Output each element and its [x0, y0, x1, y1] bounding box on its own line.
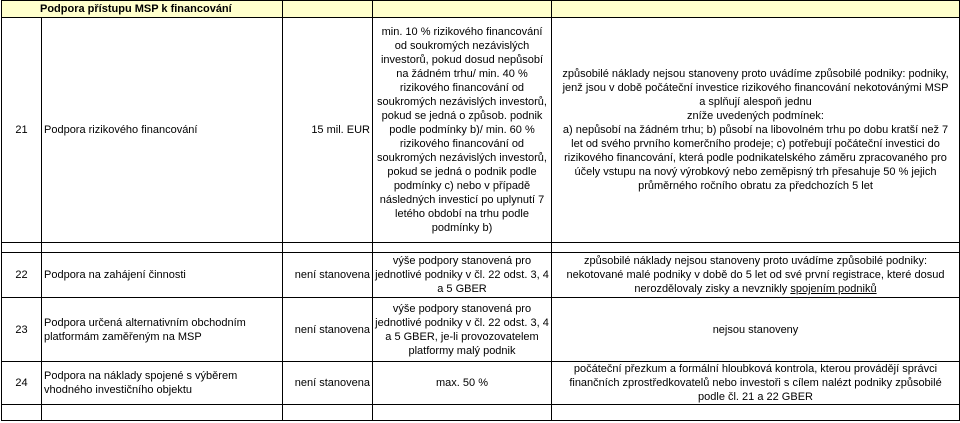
eligibility-conditions: [552, 253, 960, 298]
table-row: [2, 362, 960, 405]
threshold: není stanovena: [283, 298, 373, 362]
conditions-list: a) nepůsobí na žádném trhu; b) působí na libovolném trhu po dobu kratší než 7 let od svého prvního komerčního prodeje; c) potřebují počáteční investici do rizikového financování, která podle podnikatelského záměru zpracovaného pro účely vstupu na nový výrobkový nebo zeměpisný trh přesahuje 50 % jejich průměrného ročního obratu za předchozích 5 let: [562, 124, 949, 192]
table-row: [2, 18, 960, 243]
eligibility-conditions: nejsou stanoveny: [552, 298, 960, 362]
threshold: není stanovena: [283, 253, 373, 298]
section-title: Podpora přístupu MSP k financování: [2, 1, 283, 18]
support-name: Podpora rizikového financování: [42, 18, 283, 243]
conditions-underlined: spojením podniků: [790, 283, 877, 295]
support-name: Podpora určená alternativním obchodním platformám zaměřeným na MSP: [42, 298, 283, 362]
eligibility-conditions: [552, 18, 960, 243]
row-number: 22: [2, 253, 42, 298]
row-number: 24: [2, 362, 42, 405]
threshold: 15 mil. EUR: [283, 18, 373, 243]
empty-row: [2, 405, 960, 421]
conditions-intro: způsobilé náklady nejsou stanoveny proto uvádíme způsobilé podniky: nekotované malé podniky v době do 5 let od své první registrace, které dosud nerozdělovaly zisky a nevznikly: [566, 255, 945, 295]
row-number: 23: [2, 298, 42, 362]
support-table: [1, 0, 960, 421]
support-name: Podpora na zahájení činnosti: [42, 253, 283, 298]
eligibility-conditions: počáteční přezkum a formální hloubková kontrola, kterou provádějí správci finančních zprostředkovatelů nebo investoři s cílem nalézt podniky způsobilé podle čl. 21 a 22 GBER: [552, 362, 960, 405]
support-name: Podpora na náklady spojené s výběrem vhodného investičního objektu: [42, 362, 283, 405]
threshold: není stanovena: [283, 362, 373, 405]
conditions-intro: způsobilé náklady nejsou stanoveny proto uvádíme způsobilé podniky: podniky, jenž jsou v době počáteční investice rizikového financování nekotovánými MSP a splňují alespoň jednu: [562, 68, 949, 108]
spacer-row: [2, 243, 960, 253]
conditions-underlined: zníže uvedených podmínek:: [687, 110, 824, 122]
header-row: [2, 1, 960, 18]
aid-intensity: výše podpory stanovená pro jednotlivé podniky v čl. 22 odst. 3, 4 a 5 GBER, je-li provozovatelem platformy malý podnik: [373, 298, 552, 362]
aid-intensity: min. 10 % rizikového financování od soukromých nezávislých investorů, pokud dosud nepůsobí na žádném trhu/ min. 40 % rizikového financování od soukromých nezávislých investorů, pokud se jedná o způsob. podnik podle podmínky b)/ min. 60 % rizikového financování od soukromých nezávislých investorů, pokud se jedná o podnik podle podmínky c) nebo v případě následných investicí po uplynutí 7 letého období na trhu podle podmínky b): [373, 18, 552, 243]
table-row: [2, 298, 960, 362]
table-row: [2, 253, 960, 298]
aid-intensity: max. 50 %: [373, 362, 552, 405]
row-number: 21: [2, 18, 42, 243]
aid-intensity: výše podpory stanovená pro jednotlivé podniky v čl. 22 odst. 3, 4 a 5 GBER: [373, 253, 552, 298]
